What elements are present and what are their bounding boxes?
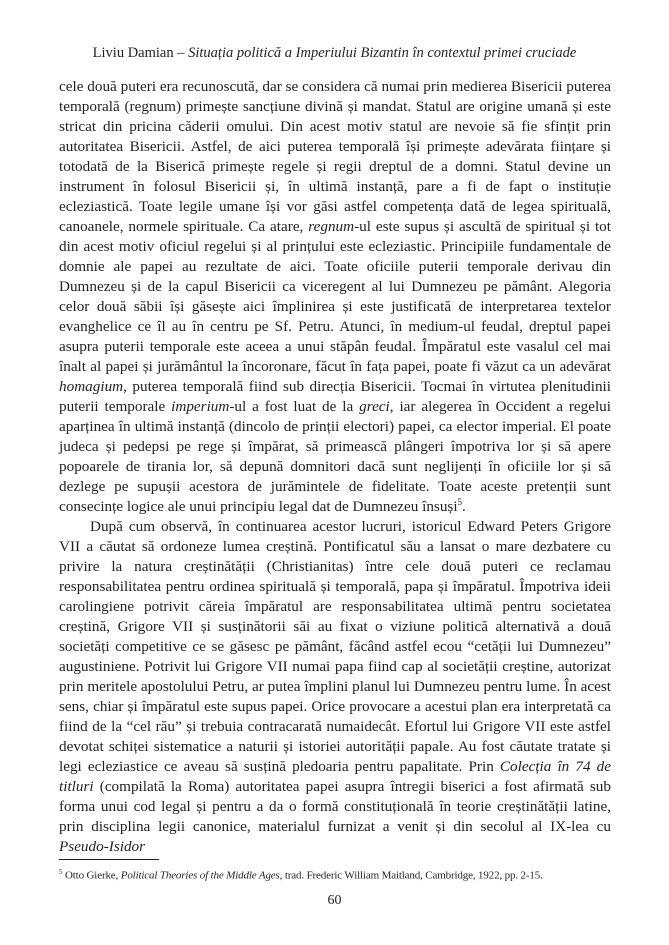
paragraph [59,517,611,857]
text-run: După cum observă, în continuarea acestor lucruri, istoricul Edward Peters Grigore VII a căutat să ordoneze lumea creștină. Pontificatul său a lansat o mare dezbatere cu privire la natura creștinătății (Christianitas) între cele două puteri ce reclamau responsabilitatea pentru ordinea spirituală și temporală, papa și împăratul. Împotriva ideii carolingiene potrivit căreia împăratul are responsabilitatea ultimă pentru societatea creștină, Grigore VII și susținătorii săi au fixat o viziune politică alternativă a două societăți competitive ce se găsesc pe pământ, făcând astfel ecou “cetății lui Dumnezeu” augustiniene. Potrivit lui Grigore VII numai papa fiind cap al societății creștine, autorizat prin meritele apostolului Petru, ar putea împlini planul lui Dumnezeu pentru lume. În acest sens, chiar și împăratul este supus papei. Orice provocare a acestui plan era interpretată ca fiind de la “cel rău” și trebuia contracarată numaidecât. Efortul lui Grigore VII este astfel devotat schiței sistematice a naturii și istoriei autorității papale. Au fost căutate tratate și legi ecleziastice ce aveau să susțină pledoaria pentru papalitate. Prin [59,518,611,775]
text-run: cele două puteri era recunoscută, dar se considera că numai prin medierea Bisericii puterea temporală (regnum) primește sancțiune divină și mandat. Statul are origine umană și este stricat din pricina căderii omului. Din acest motiv statul are nevoie să fie sfințit prin autoritatea Bisericii. Astfel, de aici puterea temporală își primește adevărata ființare și totodată de la Biserică primește regele și regii dreptul de a domni. Statul devine un instrument în folosul Bisericii și, în ultimă instanță, pare a fi de fapt o instituție ecleziastică. Toate legile umane își vor găsi astfel competența dată de legea spirituală, canoanele, normele spirituale. Ca atare, [59,78,611,235]
text-run: -ul a fost luat de la [229,398,360,415]
italic-text: regnum [308,218,355,235]
text-run: Otto Gierke, [62,869,121,882]
header-article-title: Situația politică a Imperiului Bizantin în contextul primei cruciade [188,45,577,61]
text-run: , iar alegerea în Occident a regelui aparținea în ultimă instanță (dincolo de prinții electori) papei, ca elector imperial. El poate judeca și pedepsi pe rege și împărat, să primească plângeri împotriva lor și să apere popoarele de tirania lor, să depună domnitori dacă sunt neglijenți în oficiile lor și să dezlege pe supușii acestora de jurămintele de fidelitate. Toate aceste pretenții sunt consecințe logice ale unui principiu legal dat de Dumnezeu însuși [59,398,611,515]
body-text [59,77,611,857]
italic-text: homagium [59,378,124,395]
text-run: , puterea temporală fiind sub direcția Bisericii. Tocmai în virtutea plenitudinii puterii temporale [59,378,611,415]
footnote [59,865,611,883]
header-separator: – [173,45,189,61]
text-run: -ul este supus și ascultă de spiritual și tot din acest motiv oficiul regelui și al prințului este ecleziastic. Principiile fundamentale de domnie ale papei au rezultate de aici. Toate oficiile puterii temporale derivau din Dumnezeu și de la capul Bisericii ca viceregent al lui Dumnezeu pe pământ. Alegoria celor două săbii își găsește aici împlinirea și este justificată de interpretarea textelor evanghelice ce îl au în centru pe Sf. Petru. Atunci, în medium-ul feudal, dreptul papei asupra puterii temporale este aceea a unui stăpân feudal. Împăratul este vasalul cel mai înalt al papei și jurământul la încoronare, făcut în fața papei, poate fi văzut ca un adevărat [59,218,611,375]
italic-text: Political Theories of the Middle Ages [120,869,280,882]
footnote-text [62,870,542,882]
italic-text: imperium [171,398,230,415]
italic-text: greci [359,398,390,415]
footnote-rule [59,859,159,860]
page-number: 60 [327,893,342,908]
header-author: Liviu Damian [92,45,174,61]
footnote-number: 5 [59,868,63,876]
text-run: . [462,498,466,515]
paragraph [59,77,611,517]
text-run: (compilată la Roma) autoritatea papei asupra întregii biserici a fost afirmată sub forma unui cod legal și pentru a da o formă constituțională în teorie creștinătății latine, prin disciplina legii canonice, materialul furnizat a venit și din secolul al IX-lea cu [59,778,611,835]
italic-text: Pseudo-Isidor [59,838,146,855]
footnote-ref: 5 [457,496,463,507]
running-header [0,44,669,62]
text-run: , trad. Frederic William Maitland, Cambridge, 1922, pp. 2-15. [279,869,543,882]
italic-text: Colecția în 74 de titluri [59,758,611,795]
